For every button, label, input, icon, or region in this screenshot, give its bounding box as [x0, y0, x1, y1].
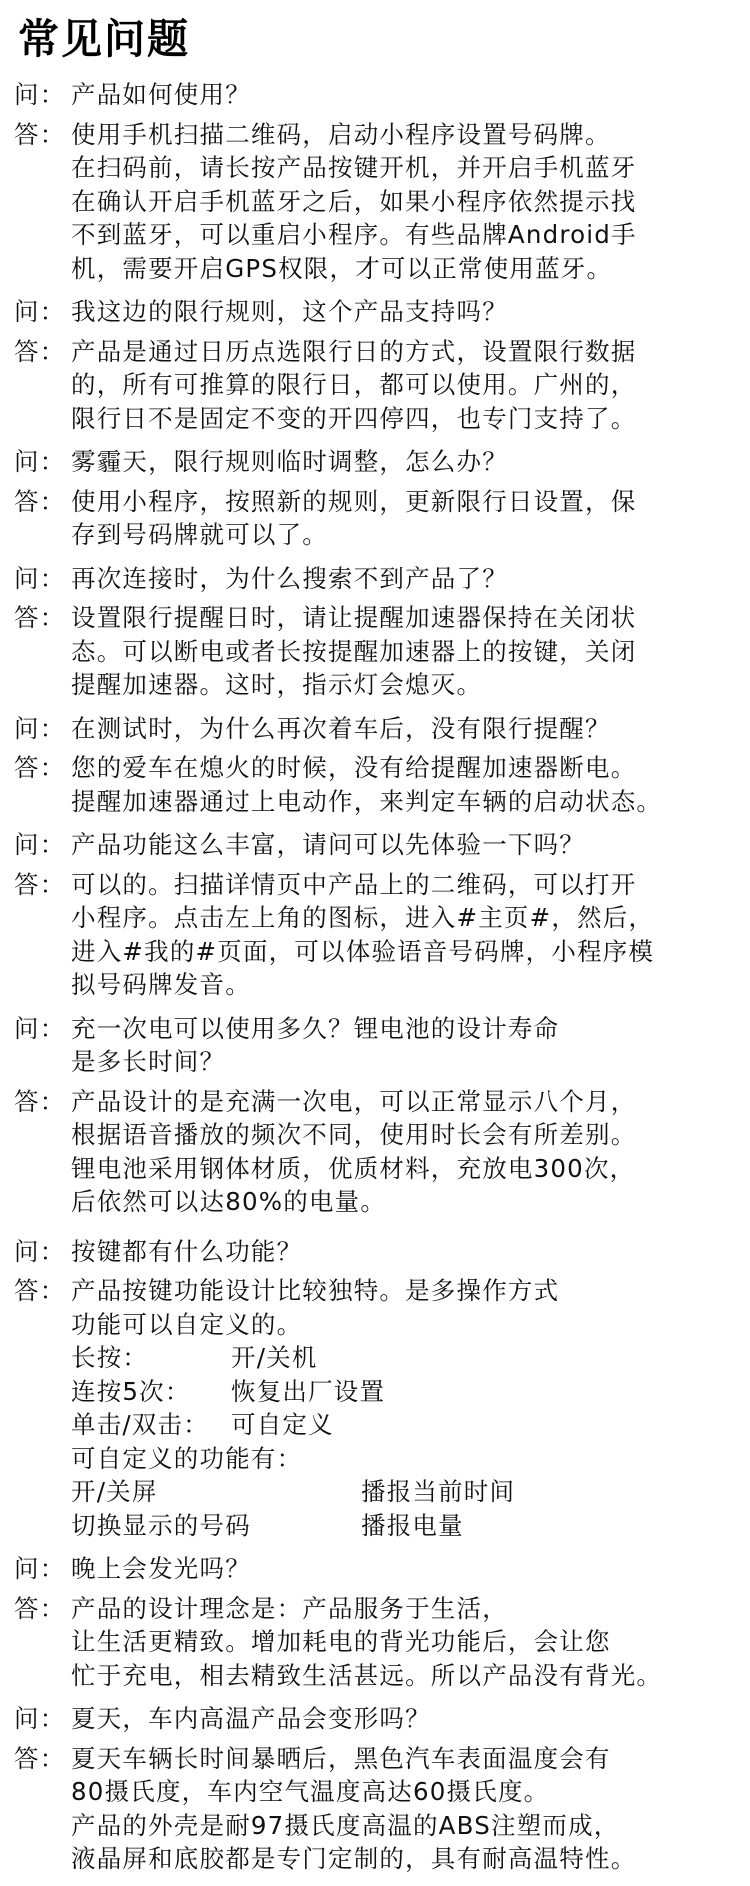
faq-page — [14, 14, 744, 1886]
question-label: 问： — [14, 297, 66, 326]
answer-line: 锂电池采用钢体材质，优质材料，充放电300次， — [71, 1153, 636, 1183]
custom-function-right: 播报当前时间 — [361, 1477, 516, 1506]
answer-label: 答： — [14, 869, 66, 899]
faq-answer — [14, 868, 744, 1002]
question-text — [71, 295, 744, 329]
question-line: 是多长时间？ — [71, 1047, 226, 1076]
question-label: 问： — [14, 80, 66, 109]
answer-line: 功能可以自定义的。 — [71, 1309, 303, 1339]
custom-function-row — [71, 1475, 744, 1509]
faq-answer — [14, 751, 744, 818]
answer-label: 答： — [14, 753, 66, 782]
answer-line: 夏天车辆长时间暴晒后，黑色汽车表面温度会有 — [71, 1743, 611, 1773]
question-text — [71, 712, 744, 746]
answer-line: 提醒加速器。这时，指示灯会熄灭。 — [71, 670, 483, 699]
answer-line: 可以的。扫描详情页中产品上的二维码，可以打开 — [71, 869, 637, 899]
question-text — [71, 1702, 744, 1736]
question-label: 问： — [14, 563, 66, 593]
button-result: 开/关机 — [231, 1343, 318, 1372]
faq-question — [14, 712, 744, 746]
page-title: 常见问题 — [18, 15, 190, 63]
faq-list — [14, 78, 744, 1876]
faq-answer — [14, 1085, 744, 1219]
button-result: 恢复出厂设置 — [231, 1376, 386, 1406]
custom-function-right: 播报电量 — [361, 1510, 464, 1540]
question-line: 按键都有什么功能？ — [71, 1236, 303, 1266]
answer-line: 忙于充电，相去精致生活甚远。所以产品没有背光。 — [71, 1660, 663, 1690]
answer-line: 让生活更精致。增加耗电的背光功能后，会让您 — [71, 1627, 611, 1656]
question-line: 产品如何使用？ — [71, 80, 251, 109]
question-line: 再次连接时，为什么搜索不到产品了？ — [71, 563, 508, 593]
custom-function-left: 切换显示的号码 — [71, 1510, 251, 1540]
answer-line: 小程序。点击左上角的图标，进入#主页#，然后， — [71, 903, 655, 932]
question-label: 问： — [14, 1704, 66, 1733]
answer-text — [71, 118, 744, 286]
custom-function-left: 开/关屏 — [71, 1477, 158, 1506]
question-label: 问： — [14, 830, 66, 859]
faq-answer — [14, 118, 744, 286]
answer-line: 在扫码前，请长按产品按键开机，并开启手机蓝牙 — [71, 153, 637, 182]
answer-line: 在确认开启手机蓝牙之后，如果小程序依然提示找 — [71, 186, 637, 216]
button-function-row — [71, 1375, 744, 1409]
question-text — [71, 445, 744, 479]
button-action: 连按5次： — [71, 1376, 191, 1406]
question-text — [71, 1012, 744, 1079]
answer-line: 态。可以断电或者长按提醒加速器上的按键，关闭 — [71, 636, 637, 666]
custom-function-row — [71, 1509, 744, 1543]
answer-line: 后依然可以达80%的电量。 — [71, 1187, 387, 1216]
answer-label: 答： — [14, 603, 66, 632]
faq-answer — [14, 485, 744, 552]
question-label: 问： — [14, 447, 66, 476]
answer-line: 限行日不是固定不变的开四停四，也专门支持了。 — [71, 403, 637, 433]
button-result: 可自定义 — [231, 1410, 334, 1439]
faq-question — [14, 562, 744, 596]
question-line: 夏天，车内高温产品会变形吗？ — [71, 1704, 431, 1733]
question-text — [71, 1552, 744, 1586]
answer-label: 答： — [14, 1743, 66, 1773]
question-line: 充一次电可以使用多久？锂电池的设计寿命 — [71, 1013, 560, 1043]
answer-line: 的，所有可推算的限行日，都可以使用。广州的， — [71, 370, 637, 399]
question-text — [71, 78, 744, 112]
question-label: 问： — [14, 1013, 66, 1043]
answer-label: 答： — [14, 1086, 66, 1116]
answer-label: 答： — [14, 336, 66, 366]
question-line: 在测试时，为什么再次着车后，没有限行提醒？ — [71, 713, 611, 743]
answer-line: 80摄氏度，车内空气温度高达60摄氏度。 — [71, 1777, 550, 1806]
answer-text — [71, 601, 744, 702]
answer-line: 拟号码牌发音。 — [71, 970, 251, 999]
answer-line: 不到蓝牙，可以重启小程序。有些品牌Android手 — [71, 220, 637, 249]
answer-text — [71, 868, 744, 1002]
answer-line: 您的爱车在熄火的时候，没有给提醒加速器断电。 — [71, 753, 637, 782]
faq-question — [14, 445, 744, 479]
answer-text — [71, 485, 744, 552]
answer-text — [71, 1274, 744, 1542]
answer-label: 答： — [14, 1276, 66, 1305]
answer-line: 提醒加速器通过上电动作，来判定车辆的启动状态。 — [71, 786, 663, 816]
faq-question — [14, 1235, 744, 1269]
answer-text — [71, 1085, 744, 1219]
answer-line: 液晶屏和底胶都是专门定制的，具有耐高温特性。 — [71, 1844, 637, 1873]
answer-line: 存到号码牌就可以了。 — [71, 520, 328, 549]
answer-text — [71, 335, 744, 436]
answer-line: 机，需要开启GPS权限，才可以正常使用蓝牙。 — [71, 253, 613, 283]
faq-answer — [14, 1274, 744, 1542]
answer-line: 产品的设计理念是：产品服务于生活， — [71, 1593, 508, 1623]
button-function-row — [71, 1341, 744, 1375]
answer-line: 产品是通过日历点选限行日的方式，设置限行数据 — [71, 336, 637, 366]
answer-label: 答： — [14, 486, 66, 516]
question-label: 问： — [14, 1236, 66, 1266]
question-line: 晚上会发光吗？ — [71, 1554, 251, 1583]
question-line: 雾霾天，限行规则临时调整，怎么办？ — [71, 447, 508, 476]
faq-question — [14, 1702, 744, 1736]
question-label: 问： — [14, 1554, 66, 1583]
question-text — [71, 828, 744, 862]
answer-line: 进入#我的#页面，可以体验语音号码牌，小程序模 — [71, 936, 655, 966]
custom-functions-heading: 可自定义的功能有： — [71, 1443, 303, 1473]
answer-line: 产品按键功能设计比较独特。是多操作方式 — [71, 1276, 560, 1305]
question-text — [71, 1235, 744, 1269]
faq-question — [14, 1552, 744, 1586]
faq-question — [14, 828, 744, 862]
answer-label: 答： — [14, 1593, 66, 1623]
question-line: 产品功能这么丰富，请问可以先体验一下吗？ — [71, 830, 585, 859]
button-function-row — [71, 1408, 744, 1442]
question-label: 问： — [14, 713, 66, 743]
answer-label: 答： — [14, 119, 66, 149]
button-action: 单击/双击： — [71, 1410, 209, 1439]
faq-question — [14, 1012, 744, 1079]
faq-answer — [14, 601, 744, 702]
answer-line: 设置限行提醒日时，请让提醒加速器保持在关闭状 — [71, 603, 637, 632]
answer-line: 产品设计的是充满一次电，可以正常显示八个月， — [71, 1086, 637, 1116]
answer-text — [71, 1592, 744, 1693]
question-line: 我这边的限行规则，这个产品支持吗？ — [71, 297, 508, 326]
faq-question — [14, 295, 744, 329]
answer-line: 使用小程序，按照新的规则，更新限行日设置，保 — [71, 486, 637, 516]
answer-line: 根据语音播放的频次不同，使用时长会有所差别。 — [71, 1120, 637, 1149]
faq-answer — [14, 1592, 744, 1693]
answer-line: 使用手机扫描二维码，启动小程序设置号码牌。 — [71, 119, 611, 149]
answer-text — [71, 751, 744, 818]
question-text — [71, 562, 744, 596]
faq-question — [14, 78, 744, 112]
answer-line: 产品的外壳是耐97摄氏度高温的ABS注塑而成， — [71, 1810, 620, 1840]
button-action: 长按： — [71, 1343, 149, 1372]
faq-answer — [14, 335, 744, 436]
